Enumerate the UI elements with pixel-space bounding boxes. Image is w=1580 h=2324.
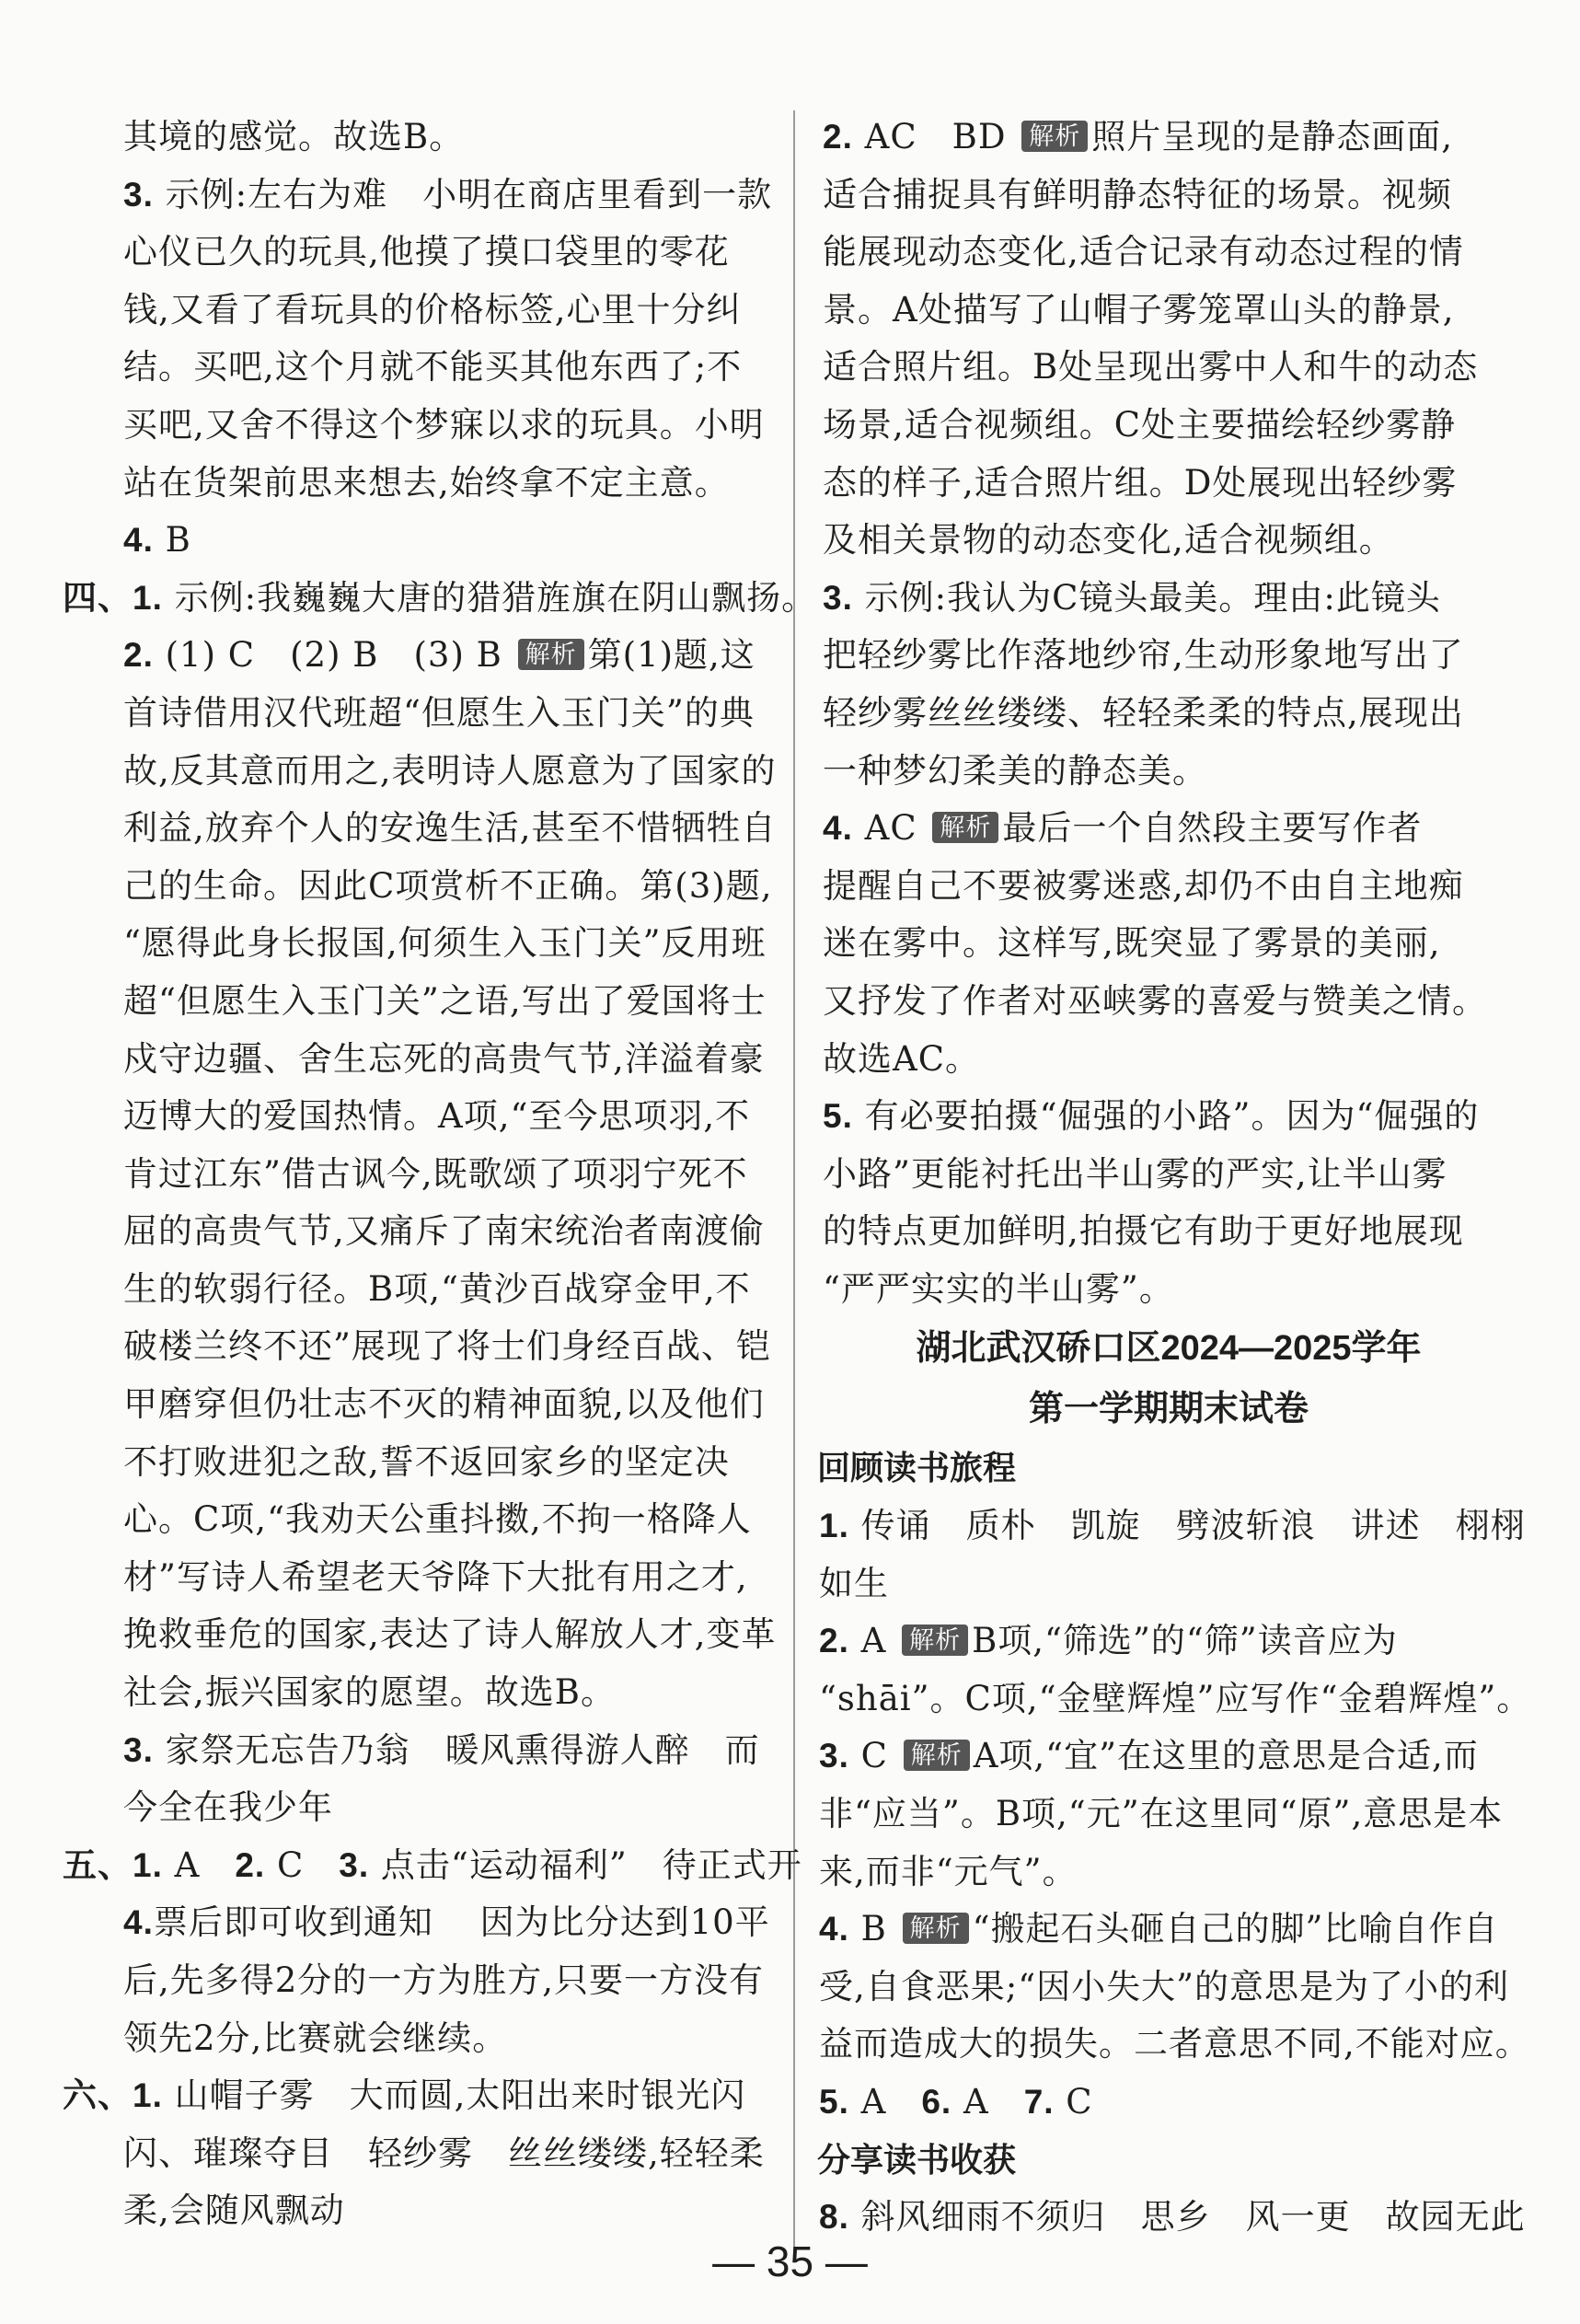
answer-line [120, 2125, 764, 2183]
answer-line [120, 973, 767, 1031]
line-text: 挽救垂危的国家,表达了诗人解放人才,变革 [123, 1614, 777, 1655]
answer-line [120, 512, 764, 570]
answer-line [819, 743, 1518, 801]
answer-line [819, 167, 1518, 225]
answer-line [819, 2016, 1530, 2074]
answer-line [63, 2067, 764, 2125]
line-text: A [951, 2082, 1024, 2122]
page-number: — 35 — [712, 2237, 868, 2285]
line-text: 心。C项,“我劝天公重抖擞,不拘一格降人 [123, 1499, 752, 1540]
answer-line [819, 397, 1518, 455]
line-text: B [848, 1909, 899, 1949]
line-text: “shāi”。C项,“金壁辉煌”应写作“金碧辉煌”。 [819, 1678, 1532, 1718]
answer-line [120, 1318, 771, 1376]
answer-line [819, 1146, 1518, 1204]
section-number: 六、 [63, 2076, 133, 2115]
answer-line [120, 1952, 764, 2010]
line-text: 受,自食恶果;“因小失大”的意思是为了小的利 [819, 1966, 1510, 2006]
line-text: C [265, 1844, 340, 1885]
question-number: 8. [819, 2198, 849, 2237]
question-number: 2. [823, 118, 853, 156]
answer-line [819, 1088, 1518, 1146]
answer-line [120, 1779, 764, 1837]
answer-line [120, 1088, 764, 1146]
answer-line [120, 167, 773, 225]
answer-line [819, 915, 1518, 973]
line-text: 最后一个自然段主要写作者 [1002, 808, 1423, 849]
answer-line [819, 512, 1518, 570]
line-text: 因为比分达到10平 [467, 1902, 770, 1943]
line-text: 的特点更加鲜明,拍摄它有助于更好地展现 [823, 1211, 1464, 1252]
answer-line [120, 2182, 764, 2240]
answer-line [819, 1786, 1518, 1844]
answer-line [819, 1613, 1518, 1671]
question-number: 5. [819, 2083, 849, 2121]
line-text: 闪、璀璨夺目 轻纱雾 丝丝缕缕,轻轻柔 [123, 2133, 765, 2173]
answer-line [120, 1722, 764, 1780]
line-text: 益而造成大的损失。二者意思不同,不能对应。 [819, 2024, 1530, 2064]
answer-line [819, 282, 1518, 340]
line-text: 材”写诗人希望老天爷降下大批有用之才, [123, 1556, 748, 1597]
line-text: 迷在雾中。这样写,既突显了雾景的美丽, [823, 923, 1441, 964]
line-text: 一种梦幻柔美的静态美。 [823, 750, 1207, 791]
line-text: 家祭无忘告乃翁 暖风熏得游人醉 而 [153, 1729, 760, 1770]
line-text: 斜风细雨不须归 思乡 风一更 故园无此 [848, 2197, 1526, 2237]
line-text: 后,先多得2分的一方为胜方,只要一方没有 [123, 1960, 765, 2000]
question-number: 4. [819, 1910, 849, 1948]
line-text: 态的样子,适合照片组。D处展现出轻纱雾 [823, 462, 1458, 503]
answer-line [120, 224, 764, 282]
line-text: 屈的高贵气节,又痛斥了南宋统治者南渡偷 [123, 1211, 765, 1252]
section-number: 五、 [63, 1845, 133, 1884]
answer-line [819, 1261, 1518, 1319]
line-text: 非“应当”。B项,“元”在这里同“原”,意思是本 [819, 1794, 1504, 1834]
line-text: A项,“宜”在这里的意思是合适,而 [973, 1736, 1479, 1776]
answer-line [120, 1434, 764, 1492]
line-text: B项,“筛选”的“筛”读音应为 [972, 1621, 1398, 1661]
line-text: 又抒发了作者对巫峡雾的喜爱与赞美之情。 [823, 980, 1487, 1021]
analysis-badge: 解析 [904, 1740, 970, 1771]
answer-line [819, 1497, 1526, 1555]
answer-line [819, 858, 1518, 916]
answer-line [120, 627, 764, 685]
question-number: 2. [235, 1845, 266, 1884]
answer-line [819, 1671, 1532, 1729]
answer-line [819, 973, 1518, 1031]
answer-line [120, 1606, 777, 1664]
answer-line [819, 455, 1518, 513]
question-number: 1. [133, 578, 163, 617]
answer-line [819, 1555, 1518, 1613]
answer-line [819, 1959, 1518, 2017]
line-text: 轻纱雾丝丝缕缕、轻轻柔柔的特点,展现出 [823, 692, 1464, 733]
section-subheading: 回顾读书旅程 [817, 1449, 1017, 1487]
answer-line [120, 1491, 764, 1549]
line-text: A [848, 1621, 899, 1661]
line-text: C [848, 1736, 900, 1776]
line-text: 利益,放弃个人的安逸生活,甚至不惜牺牲自 [123, 808, 777, 849]
answer-line [120, 1203, 764, 1261]
right-column [817, 109, 1532, 2247]
answer-line [819, 570, 1518, 628]
line-text: “愿得此身长报国,何须生入玉门关”反用班 [123, 923, 767, 964]
line-text: 第(1)题,这 [587, 635, 755, 676]
answer-line [120, 282, 764, 340]
line-text: 小路”更能衬托出半山雾的严实,让半山雾 [823, 1153, 1447, 1194]
line-text: 示例:我巍巍大唐的猎猎旌旗在阴山飘扬。 [162, 577, 817, 618]
question-number: 3. [123, 175, 154, 214]
answer-line [120, 1261, 764, 1319]
answer-line [120, 915, 767, 973]
analysis-badge: 解析 [1021, 121, 1088, 152]
line-text: 买吧,又舍不得这个梦寐以求的玩具。小明 [123, 404, 765, 445]
question-number: 3. [339, 1845, 370, 1884]
answer-line [120, 1031, 764, 1089]
line-text: 场景,适合视频组。C处主要描绘轻纱雾静 [823, 404, 1457, 445]
analysis-badge: 解析 [902, 1624, 968, 1656]
line-text: 照片呈现的是静态画面, [1091, 117, 1454, 156]
answer-line [819, 224, 1518, 282]
answer-line [120, 1549, 764, 1607]
question-number: 1. [133, 1845, 163, 1884]
line-text: 适合照片组。B处呈现出雾中人和牛的动态 [823, 347, 1479, 387]
question-number: 5. [823, 1097, 853, 1136]
line-text: 其境的感觉。故选B。 [123, 117, 465, 156]
answer-line [819, 627, 1518, 685]
answer-line [819, 1031, 1518, 1089]
line-text: 首诗借用汉代班超“但愿生入玉门关”的典 [123, 692, 755, 733]
left-column [63, 109, 817, 2240]
question-number: 2. [819, 1622, 849, 1660]
answer-line [120, 455, 764, 513]
line-text: 心仪已久的玩具,他摸了摸口袋里的零花 [123, 232, 730, 272]
answer-line [120, 1664, 764, 1722]
analysis-badge: 解析 [518, 639, 584, 670]
line-text: A [162, 1844, 236, 1885]
line-text: 己的生命。因此C项赏析不正确。第(3)题, [123, 865, 773, 906]
line-text: 柔,会随风飘动 [123, 2191, 345, 2231]
line-text: 能展现动态变化,适合记录有动态过程的情 [823, 232, 1464, 272]
line-text: 有必要拍摄“倔强的小路”。因为“倔强的 [852, 1096, 1480, 1137]
line-text: (1) C (2) B (3) B [153, 635, 514, 676]
line-text: 景。A处描写了山帽子雾笼罩山头的静景, [823, 289, 1455, 330]
line-text: “严严实实的半山雾”。 [823, 1268, 1174, 1309]
line-text: 钱,又看了看玩具的价格标签,心里十分纠 [123, 289, 742, 330]
answer-line [120, 397, 764, 455]
answer-line [120, 1376, 764, 1434]
line-text: AC [852, 808, 929, 849]
question-number: 1. [819, 1507, 849, 1545]
answer-line [819, 1728, 1518, 1786]
line-text: 及相关景物的动态变化,适合视频组。 [823, 520, 1394, 561]
line-text: 把轻纱雾比作落地纱帘,生动形象地写出了 [823, 635, 1464, 676]
line-text: 点击“运动福利” 待正式开 [369, 1844, 802, 1885]
question-number: 4. [823, 809, 853, 848]
question-number: 6. [921, 2083, 952, 2121]
line-text: 社会,振兴国家的愿望。故选B。 [123, 1672, 616, 1713]
line-text: 示例:我认为C镜头最美。理由:此镜头 [852, 577, 1441, 618]
line-text: 生的软弱行径。B项,“黄沙百战穿金甲,不 [123, 1268, 751, 1309]
line-text: 故,反其意而用之,表明诗人愿意为了国家的 [123, 750, 777, 791]
line-text: 来,而非“元气”。 [819, 1851, 1078, 1891]
line-text: B [153, 520, 191, 561]
answer-line [819, 1844, 1518, 1902]
answer-line [819, 1203, 1518, 1261]
line-text: 传诵 质朴 凯旋 劈波斩浪 讲述 栩栩 [848, 1506, 1526, 1546]
answer-line [819, 339, 1518, 397]
question-number: 1. [133, 2076, 163, 2115]
exam-heading: 湖北武汉硚口区2024—2025学年 [916, 1329, 1422, 1369]
line-text: 站在货架前思来想去,始终拿不定主意。 [123, 462, 730, 503]
answer-line [819, 109, 1518, 167]
line-text: “搬起石头砸自己的脚”比喻自作自 [972, 1909, 1499, 1949]
line-text: 示例:左右为难 小明在商店里看到一款 [153, 174, 773, 214]
analysis-badge: 解析 [903, 1913, 969, 1944]
line-text: 戍守边疆、舍生忘死的高贵气节,洋溢着豪 [123, 1038, 765, 1079]
line-text: 适合捕捉具有鲜明静态特征的场景。视频 [823, 174, 1452, 214]
answer-line [120, 1894, 770, 1952]
line-text: 领先2分,比赛就会继续。 [123, 2018, 508, 2058]
answer-line [819, 685, 1518, 743]
line-text: 迈博大的爱国热情。A项,“至今思项羽,不 [123, 1096, 751, 1137]
line-text: 肯过江东”借古讽今,既歌颂了项羽宁死不 [123, 1153, 748, 1194]
answer-line [819, 800, 1518, 858]
line-text: 不打败进犯之敌,誓不返回家乡的坚定决 [123, 1441, 730, 1482]
line-text: 票后即可收到通知 [153, 1902, 468, 1943]
answer-line [120, 800, 777, 858]
line-text: 甲磨穿但仍壮志不灭的精神面貌,以及他们 [123, 1384, 765, 1425]
exam-heading: 第一学期期末试卷 [1028, 1390, 1309, 1429]
line-text: 如生 [819, 1563, 889, 1603]
line-text: 结。买吧,这个月就不能买其他东西了;不 [123, 347, 743, 387]
line-text: A [848, 2082, 922, 2122]
answer-line [819, 2074, 1518, 2132]
question-number: 3. [823, 578, 853, 617]
line-text: 破楼兰终不还”展现了将士们身经百战、铠 [123, 1326, 771, 1367]
answer-line [120, 743, 777, 801]
answer-line [120, 685, 764, 743]
section-subheading: 分享读书收获 [817, 2140, 1017, 2179]
question-number: 7. [1023, 2083, 1055, 2121]
line-text: 提醒自己不要被雾迷惑,却仍不由自主地痴 [823, 865, 1464, 906]
answer-line [63, 570, 817, 628]
line-text: 今全在我少年 [123, 1787, 333, 1828]
answer-line [120, 109, 764, 167]
answer-line [120, 858, 773, 916]
line-text: 超“但愿生入玉门关”之语,写出了爱国将士 [123, 980, 767, 1021]
answer-line [819, 1901, 1518, 1959]
line-text: 故选AC。 [823, 1038, 981, 1079]
answer-line [120, 1146, 764, 1204]
question-number: 4. [123, 1903, 154, 1942]
question-number: 4. [123, 521, 154, 560]
question-number: 3. [123, 1730, 154, 1769]
line-text: C [1054, 2082, 1093, 2122]
line-text: AC BD [852, 117, 1019, 156]
question-number: 2. [123, 636, 154, 675]
answer-line [120, 339, 764, 397]
answer-line [120, 2010, 764, 2068]
question-number: 3. [819, 1737, 849, 1775]
column-divider [793, 110, 795, 2255]
analysis-badge: 解析 [932, 812, 998, 843]
answer-line [63, 1837, 802, 1895]
section-number: 四、 [63, 578, 133, 617]
line-text: 山帽子雾 大而圆,太阳出来时银光闪 [162, 2075, 746, 2116]
